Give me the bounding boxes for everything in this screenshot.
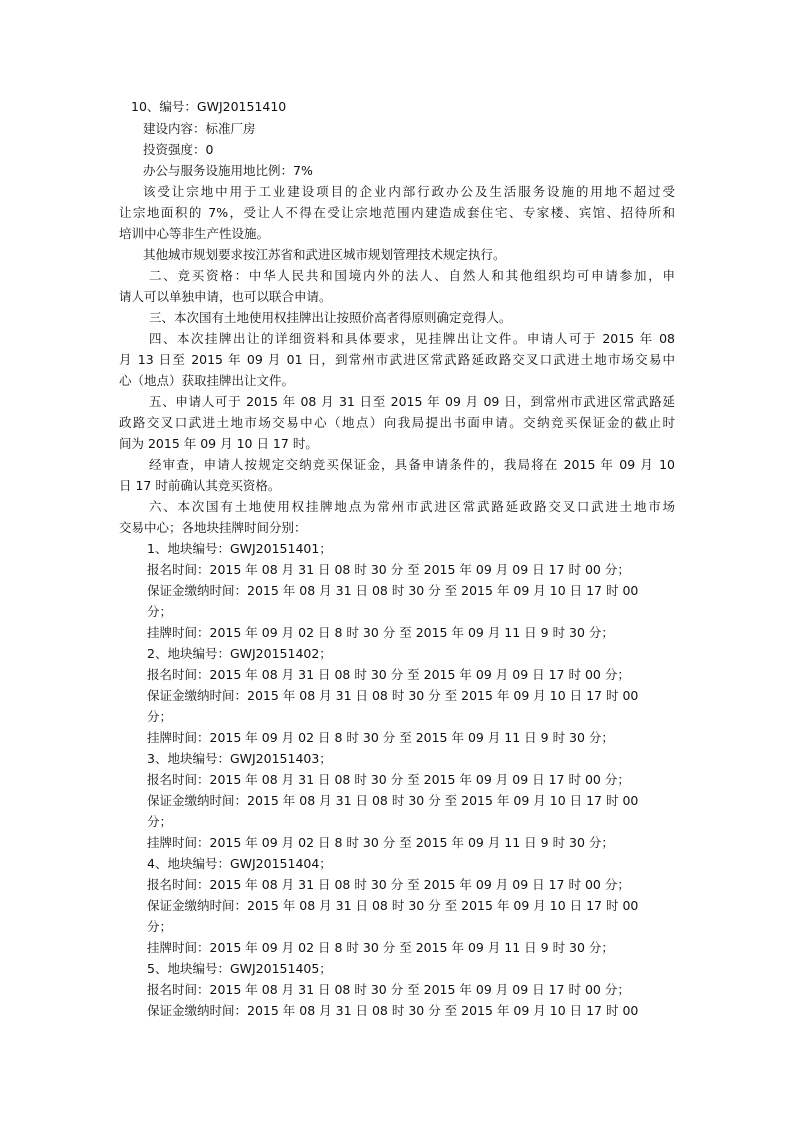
office-land-ratio: 办公与服务设施用地比例：7% xyxy=(143,163,313,178)
application-paragraph: 间为 2015 年 09 月 10 日 17 时。 xyxy=(119,436,318,451)
application-paragraph: 政路交叉口武进土地市场交易中心（地点）向我局提出书面申请。交纳竞买保证金的截止时 xyxy=(119,415,675,430)
plot-entry xyxy=(147,538,687,643)
application-paragraph: 五、申请人可于 2015 年 08 月 31 日至 2015 年 09 月 09 日，到常州市武进区常武路延 xyxy=(149,394,675,409)
listing-location-paragraph: 交易中心；各地块挂牌时间分别： xyxy=(119,520,307,535)
listing-location-paragraph: 六、本次国有土地使用权挂牌地点为常州市武进区常武路延政路交叉口武进土地市场 xyxy=(149,499,675,514)
plot-number: 5、地块编号：GWJ20151405； xyxy=(147,961,332,976)
plot-number: 1、地块编号：GWJ20151401； xyxy=(147,541,332,556)
registration-time: 报名时间：2015 年 08 月 31 日 08 时 30 分 至 2015 年 09 月 09 日 17 时 00 分； xyxy=(147,562,630,577)
item-heading: 10、编号：GWJ20151410 xyxy=(131,99,287,114)
qualification-paragraph: 二、竞买资格：中华人民共和国境内外的法人、自然人和其他组织均可申请参加，申 xyxy=(149,268,675,283)
deposit-time-continued: 分； xyxy=(147,604,173,619)
deposit-time: 保证金缴纳时间：2015 年 08 月 31 日 08 时 30 分 至 2015 年 09 月 10 日 17 时 00 xyxy=(147,583,639,598)
restriction-line: 培训中心等非生产性设施。 xyxy=(119,226,270,241)
investment-intensity: 投资强度：0 xyxy=(143,142,214,157)
listing-time: 挂牌时间：2015 年 09 月 02 日 8 时 30 分 至 2015 年 09 月 11 日 9 时 30 分； xyxy=(147,835,614,850)
registration-time: 报名时间：2015 年 08 月 31 日 08 时 30 分 至 2015 年 09 月 09 日 17 时 00 分； xyxy=(147,982,630,997)
registration-time: 报名时间：2015 年 08 月 31 日 08 时 30 分 至 2015 年 09 月 09 日 17 时 00 分； xyxy=(147,772,630,787)
deposit-time: 保证金缴纳时间：2015 年 08 月 31 日 08 时 30 分 至 2015 年 09 月 10 日 17 时 00 xyxy=(147,1003,639,1018)
build-content: 建设内容：标准厂房 xyxy=(143,121,256,136)
documents-paragraph: 月 13 日至 2015 年 09 月 01 日，到常州市武进区常武路延政路交叉口武进土地市场交易中 xyxy=(119,352,675,367)
plot-schedule-list xyxy=(147,538,687,1021)
deposit-time: 保证金缴纳时间：2015 年 08 月 31 日 08 时 30 分 至 2015 年 09 月 10 日 17 时 00 xyxy=(147,898,639,913)
plot-number: 2、地块编号：GWJ20151402； xyxy=(147,646,332,661)
plot-entry xyxy=(147,748,687,853)
plot-number: 4、地块编号：GWJ20151404； xyxy=(147,856,332,871)
listing-time: 挂牌时间：2015 年 09 月 02 日 8 时 30 分 至 2015 年 09 月 11 日 9 时 30 分； xyxy=(147,940,614,955)
deposit-time: 保证金缴纳时间：2015 年 08 月 31 日 08 时 30 分 至 2015 年 09 月 10 日 17 时 00 xyxy=(147,688,639,703)
winner-rule-paragraph: 三、本次国有土地使用权挂牌出让按照价高者得原则确定竞得人。 xyxy=(149,310,512,325)
plot-entry xyxy=(147,958,687,1021)
deposit-time-continued: 分； xyxy=(147,814,173,829)
qualification-paragraph: 请人可以单独申请，也可以联合申请。 xyxy=(119,289,332,304)
listing-time: 挂牌时间：2015 年 09 月 02 日 8 时 30 分 至 2015 年 09 月 11 日 9 时 30 分； xyxy=(147,625,614,640)
review-paragraph: 日 17 时前确认其竞买资格。 xyxy=(119,478,281,493)
registration-time: 报名时间：2015 年 08 月 31 日 08 时 30 分 至 2015 年 09 月 09 日 17 时 00 分； xyxy=(147,877,630,892)
listing-time: 挂牌时间：2015 年 09 月 02 日 8 时 30 分 至 2015 年 09 月 11 日 9 时 30 分； xyxy=(147,730,614,745)
plot-entry xyxy=(147,643,687,748)
review-paragraph: 经审查，申请人按规定交纳竞买保证金，具备申请条件的，我局将在 2015 年 09 月 10 xyxy=(149,457,675,472)
documents-paragraph: 心（地点）获取挂牌出让文件。 xyxy=(119,373,295,388)
plot-number: 3、地块编号：GWJ20151403； xyxy=(147,751,332,766)
planning-requirement: 其他城市规划要求按江苏省和武进区城市规划管理技术规定执行。 xyxy=(143,247,506,262)
deposit-time-continued: 分； xyxy=(147,919,173,934)
documents-paragraph: 四、本次挂牌出让的详细资料和具体要求，见挂牌出让文件。申请人可于 2015 年 08 xyxy=(149,331,675,346)
deposit-time-continued: 分； xyxy=(147,709,173,724)
restriction-line: 该受让宗地中用于工业建设项目的企业内部行政办公及生活服务设施的用地不超过受 xyxy=(143,184,675,199)
restriction-line: 让宗地面积的 7%，受让人不得在受让宗地范围内建造成套住宅、专家楼、宾馆、招待所和 xyxy=(119,205,675,220)
registration-time: 报名时间：2015 年 08 月 31 日 08 时 30 分 至 2015 年 09 月 09 日 17 时 00 分； xyxy=(147,667,630,682)
deposit-time: 保证金缴纳时间：2015 年 08 月 31 日 08 时 30 分 至 2015 年 09 月 10 日 17 时 00 xyxy=(147,793,639,808)
plot-entry xyxy=(147,853,687,958)
